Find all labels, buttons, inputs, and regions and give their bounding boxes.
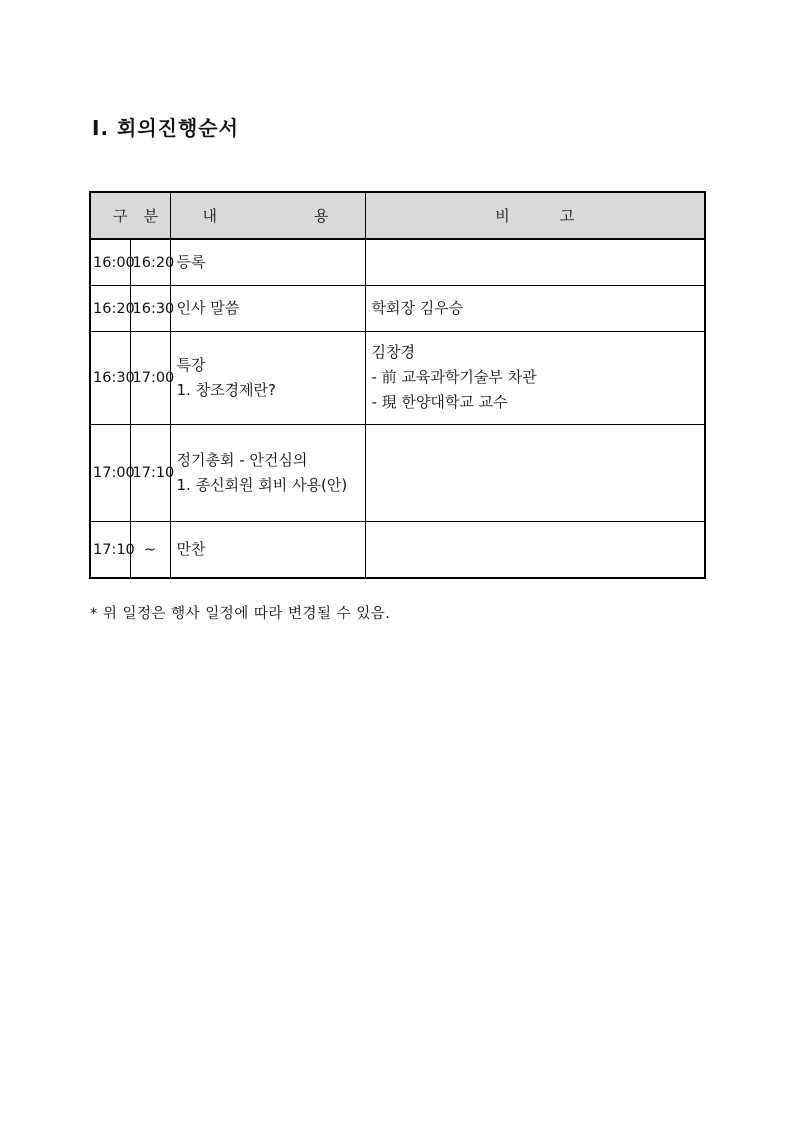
table-row xyxy=(90,239,705,286)
start-time: 16:30 xyxy=(90,332,130,425)
note-cell xyxy=(365,522,705,579)
header-content-char-2: 용 xyxy=(314,207,329,225)
table-row xyxy=(90,425,705,522)
content-line: 정기총회 - 안건심의 xyxy=(176,451,308,469)
table-header-row xyxy=(90,192,705,239)
content-cell xyxy=(170,332,365,425)
start-time: 17:00 xyxy=(90,425,130,522)
start-time: 16:00 xyxy=(90,239,130,286)
content-cell xyxy=(170,239,365,286)
section-title: Ⅰ. 회의진행순서 xyxy=(92,116,239,140)
table-row xyxy=(90,522,705,579)
note-cell xyxy=(365,332,705,425)
header-division xyxy=(90,192,174,239)
header-note-char-2: 고 xyxy=(559,207,575,225)
note-cell xyxy=(365,286,705,332)
note-line: 학회장 김우승 xyxy=(371,299,464,317)
header-content xyxy=(170,192,365,239)
table-row xyxy=(90,286,705,332)
header-note xyxy=(365,192,705,239)
content-cell xyxy=(170,425,365,522)
note-line: 김창경 xyxy=(371,343,415,361)
content-cell xyxy=(170,522,365,579)
header-content-char-1: 내 xyxy=(202,207,217,225)
content-line: 등록 xyxy=(176,253,206,271)
content-line: 특강 xyxy=(176,356,206,374)
note-cell xyxy=(365,425,705,522)
content-line: 1. 창조경제란? xyxy=(176,381,276,399)
table-row xyxy=(90,332,705,425)
content-line: 인사 말씀 xyxy=(176,299,240,317)
start-time: 17:10 xyxy=(90,522,130,579)
end-time: 16:30 xyxy=(130,286,170,332)
end-time: ~ xyxy=(130,522,170,579)
note-cell xyxy=(365,239,705,286)
note-line: - 現 한양대학교 교수 xyxy=(371,393,508,411)
note-line: - 前 교육과학기술부 차관 xyxy=(371,368,537,386)
end-time: 17:10 xyxy=(130,425,170,522)
header-division-char-1: 구 xyxy=(113,207,144,225)
end-time: 16:20 xyxy=(130,239,170,286)
content-line: 만찬 xyxy=(176,540,206,558)
end-time: 17:00 xyxy=(130,332,170,425)
header-division-char-2: 분 xyxy=(143,207,174,225)
content-cell xyxy=(170,286,365,332)
content-line: 1. 종신회원 회비 사용(안) xyxy=(176,476,348,494)
footnote: * 위 일정은 행사 일정에 따라 변경될 수 있음. xyxy=(90,606,391,622)
start-time: 16:20 xyxy=(90,286,130,332)
header-note-char-1: 비 xyxy=(495,207,510,225)
schedule-table xyxy=(89,191,706,579)
